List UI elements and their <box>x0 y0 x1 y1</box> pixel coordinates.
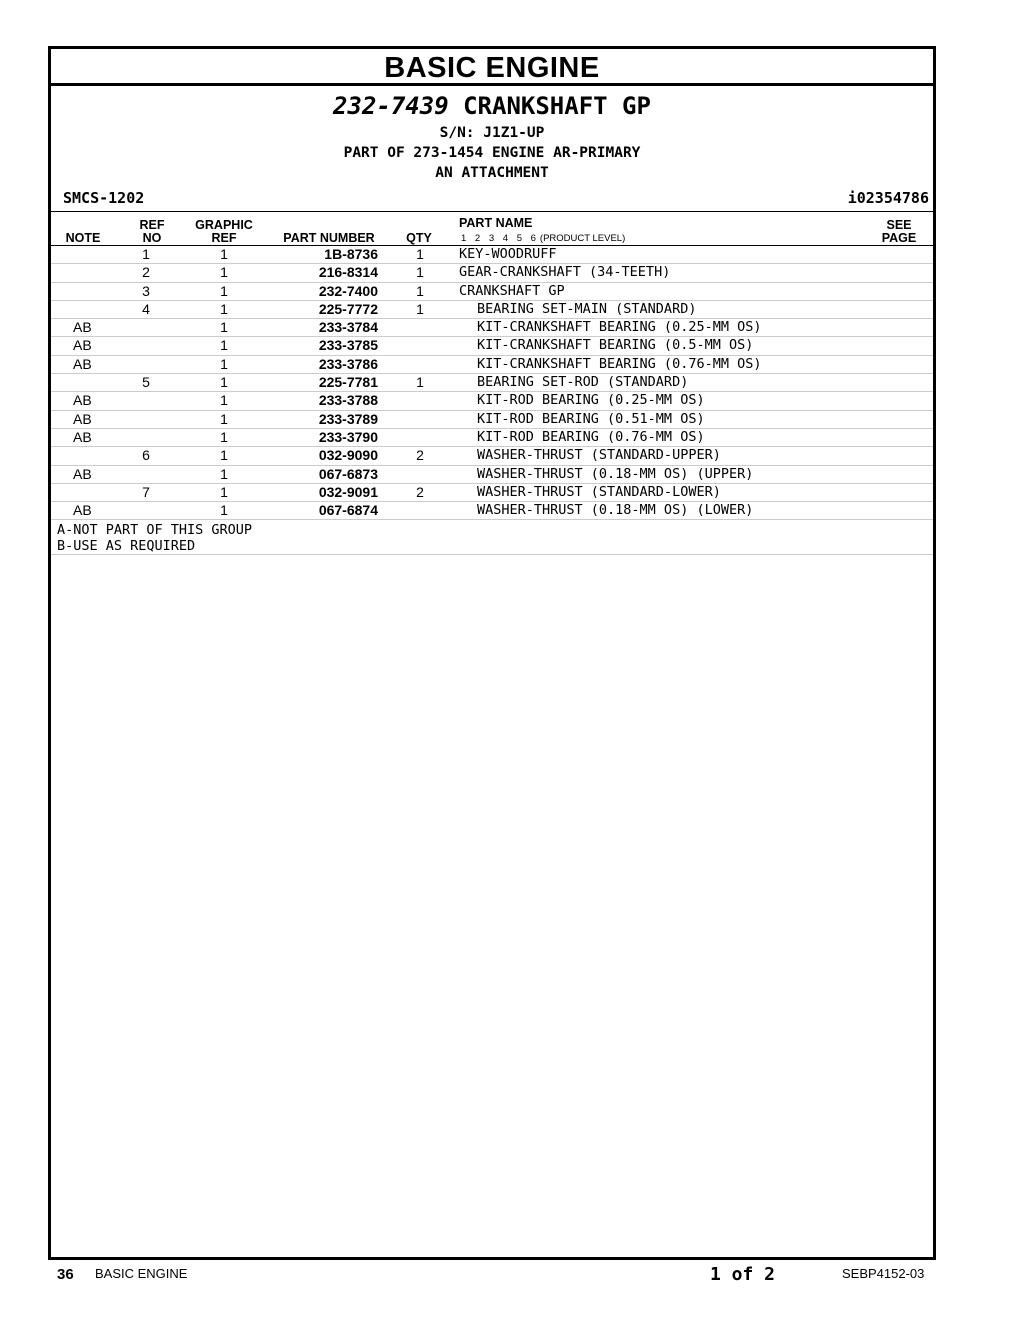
cell-part-number: 032-9091 <box>318 483 378 500</box>
cell-part-name: BEARING SET-ROD (STANDARD) <box>477 374 689 391</box>
cell-note: AB <box>73 355 92 372</box>
cell-part-number: 232-7400 <box>318 282 378 299</box>
header-qty: QTY <box>406 231 432 245</box>
cell-part-name: KIT-ROD BEARING (0.25-MM OS) <box>477 392 705 409</box>
cell-note: AB <box>73 392 92 409</box>
attachment-line: AN ATTACHMENT <box>435 165 549 181</box>
group-part-number: 232-7439 <box>333 92 449 120</box>
cell-graphic-ref: 1 <box>220 374 228 391</box>
cell-ref-no: 6 <box>142 447 150 464</box>
cell-note: AB <box>73 428 92 445</box>
header-graphic-ref-line1: GRAPHIC <box>195 218 253 232</box>
cell-note: AB <box>73 410 92 427</box>
cell-graphic-ref: 1 <box>220 337 228 354</box>
cell-part-number: 067-6873 <box>318 465 378 482</box>
header-note: NOTE <box>65 231 101 245</box>
cell-note: AB <box>73 319 92 336</box>
cell-part-name: KEY-WOODRUFF <box>459 246 557 262</box>
cell-part-number: 225-7772 <box>318 300 378 317</box>
cell-ref-no: 1 <box>142 246 150 262</box>
header-divider-top <box>51 211 933 212</box>
footer-section: BASIC ENGINE <box>95 1266 188 1281</box>
header-part-number: PART NUMBER <box>283 231 375 245</box>
cell-graphic-ref: 1 <box>220 428 228 445</box>
cell-graphic-ref: 1 <box>220 300 228 317</box>
footer-doc-number: SEBP4152-03 <box>842 1266 925 1281</box>
header-graphic-ref-line2: REF <box>211 231 237 245</box>
cell-part-number: 032-9090 <box>318 447 378 464</box>
cell-qty: 1 <box>416 374 424 391</box>
cell-qty: 2 <box>416 483 424 500</box>
serial-number: S/N: J1Z1-UP <box>439 125 545 141</box>
footer-page-of: 1 of 2 <box>710 1264 776 1285</box>
cell-ref-no: 3 <box>142 282 150 299</box>
cell-part-name: KIT-ROD BEARING (0.51-MM OS) <box>477 410 705 427</box>
cell-graphic-ref: 1 <box>220 264 228 281</box>
header-see-page <box>871 219 927 245</box>
table-row <box>51 484 933 502</box>
table-row <box>51 283 933 301</box>
part-of-line: PART OF 273-1454 ENGINE AR-PRIMARY <box>343 145 641 161</box>
cell-part-name: KIT-CRANKSHAFT BEARING (0.25-MM OS) <box>477 319 762 336</box>
cell-part-name: BEARING SET-MAIN (STANDARD) <box>477 300 697 317</box>
cell-graphic-ref: 1 <box>220 483 228 500</box>
cell-part-name: KIT-CRANKSHAFT BEARING (0.5-MM OS) <box>477 337 754 354</box>
table-row <box>51 502 933 520</box>
section-title: BASIC ENGINE <box>51 49 933 86</box>
header-see-page-line2: PAGE <box>881 231 917 245</box>
cell-graphic-ref: 1 <box>220 246 228 262</box>
cell-part-number: 1B-8736 <box>324 246 378 262</box>
table-row <box>51 264 933 282</box>
cell-note: AB <box>73 465 92 482</box>
cell-part-name: GEAR-CRANKSHAFT (34-TEETH) <box>459 264 671 281</box>
header-product-levels <box>461 233 625 244</box>
cell-note: AB <box>73 337 92 354</box>
page-frame <box>48 46 936 1260</box>
footnote-b: B-USE AS REQUIRED <box>57 537 196 554</box>
cell-part-number: 225-7781 <box>318 374 378 391</box>
cell-graphic-ref: 1 <box>220 392 228 409</box>
header-ref-no <box>131 219 173 245</box>
cell-qty: 1 <box>416 246 424 262</box>
cell-ref-no: 7 <box>142 483 150 500</box>
table-row <box>51 411 933 429</box>
header-level-numbers: 1 2 3 4 5 6 <box>461 233 536 244</box>
cell-qty: 1 <box>416 300 424 317</box>
cell-part-name: WASHER-THRUST (STANDARD-UPPER) <box>477 447 721 464</box>
cell-graphic-ref: 1 <box>220 355 228 372</box>
cell-part-number: 233-3786 <box>318 355 378 372</box>
table-row <box>51 246 933 264</box>
table-row <box>51 337 933 355</box>
cell-part-number: 233-3784 <box>318 319 378 336</box>
cell-part-name: WASHER-THRUST (0.18-MM OS) (LOWER) <box>477 502 754 519</box>
cell-ref-no: 5 <box>142 374 150 391</box>
header-see-page-line1: SEE <box>886 218 912 232</box>
cell-part-name: WASHER-THRUST (STANDARD-LOWER) <box>477 483 721 500</box>
notes-divider <box>51 554 933 555</box>
header-part-name: PART NAME <box>459 216 533 230</box>
cell-graphic-ref: 1 <box>220 410 228 427</box>
cell-part-name: WASHER-THRUST (0.18-MM OS) (UPPER) <box>477 465 754 482</box>
cell-note: AB <box>73 502 92 519</box>
cell-part-number: 233-3790 <box>318 428 378 445</box>
table-row <box>51 466 933 484</box>
cell-qty: 1 <box>416 282 424 299</box>
cell-qty: 1 <box>416 264 424 281</box>
table-row <box>51 356 933 374</box>
cell-graphic-ref: 1 <box>220 465 228 482</box>
table-row <box>51 374 933 392</box>
group-name: CRANKSHAFT GP <box>463 92 651 120</box>
cell-part-number: 216-8314 <box>318 264 378 281</box>
group-title <box>51 92 933 120</box>
cell-graphic-ref: 1 <box>220 502 228 519</box>
table-row <box>51 392 933 410</box>
header-ref-no-line2: NO <box>142 231 162 245</box>
footer-page-number: 36 <box>57 1266 74 1283</box>
table-row <box>51 429 933 447</box>
cell-ref-no: 2 <box>142 264 150 281</box>
cell-part-name: KIT-ROD BEARING (0.76-MM OS) <box>477 428 705 445</box>
table-row <box>51 301 933 319</box>
cell-part-name: KIT-CRANKSHAFT BEARING (0.76-MM OS) <box>477 355 762 372</box>
cell-ref-no: 4 <box>142 300 150 317</box>
parts-table <box>51 246 933 520</box>
cell-part-number: 233-3785 <box>318 337 378 354</box>
cell-part-name: CRANKSHAFT GP <box>459 282 565 299</box>
smcs-code: SMCS-1202 <box>63 189 145 207</box>
illustration-id: i02354786 <box>847 189 929 207</box>
cell-graphic-ref: 1 <box>220 319 228 336</box>
footnote-a: A-NOT PART OF THIS GROUP <box>57 522 253 538</box>
header-product-level-label: (PRODUCT LEVEL) <box>539 233 626 244</box>
table-row <box>51 319 933 337</box>
cell-part-number: 067-6874 <box>318 502 378 519</box>
cell-graphic-ref: 1 <box>220 447 228 464</box>
cell-part-number: 233-3788 <box>318 392 378 409</box>
cell-qty: 2 <box>416 447 424 464</box>
footnotes <box>57 523 933 554</box>
table-row <box>51 447 933 465</box>
cell-part-number: 233-3789 <box>318 410 378 427</box>
cell-graphic-ref: 1 <box>220 282 228 299</box>
header-graphic-ref <box>189 219 259 245</box>
header-ref-no-line1: REF <box>139 218 165 232</box>
